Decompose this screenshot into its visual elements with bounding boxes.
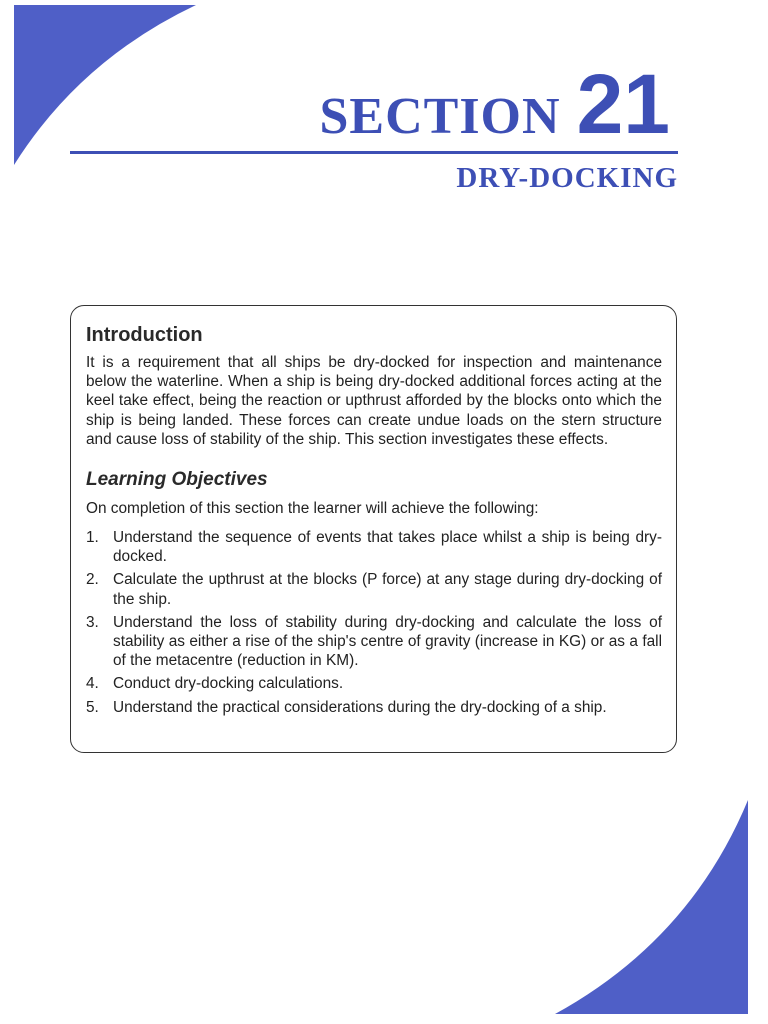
list-item-text: Understand the practical considerations during the dry-docking of a ship.: [113, 698, 607, 716]
section-number: 21: [576, 57, 670, 151]
section-subtitle: DRY-DOCKING: [456, 162, 678, 194]
list-item: [86, 528, 662, 566]
list-item-number: 5.: [86, 698, 99, 716]
bottom-right-corner-swoosh: [555, 800, 748, 1014]
list-item-text: Understand the sequence of events that takes place whilst a ship is being dry-docked.: [113, 529, 662, 566]
list-item-number: 2.: [86, 571, 99, 589]
objectives-heading: Learning Objectives: [86, 469, 268, 491]
objectives-list: [86, 528, 662, 717]
list-item-text: Calculate the upthrust at the blocks (P force) at any stage during dry-docking of the ship.: [113, 571, 662, 608]
list-item-number: 3.: [86, 613, 99, 631]
content-box: [70, 305, 677, 753]
list-item: [86, 613, 662, 671]
list-item-number: 1.: [86, 529, 99, 547]
top-left-corner-swoosh: [14, 5, 196, 165]
heading-divider: [70, 151, 678, 154]
section-heading: [319, 57, 670, 151]
introduction-text: It is a requirement that all ships be dry-docked for inspection and maintenance below the waterline. When a ship is being dry-docked additional forces acting at the keel take effect, being the reaction or upthrust afforded by the blocks onto which the ship is being landed. These forces can create undue loads on the stern structure and cause loss of stability of the ship. This section investigates these effects.: [86, 354, 662, 448]
introduction-heading: Introduction: [86, 324, 203, 346]
list-item: [86, 570, 662, 608]
objectives-lead: On completion of this section the learner will achieve the following:: [86, 500, 539, 518]
list-item: [86, 698, 662, 717]
list-item-text: Understand the loss of stability during dry-docking and calculate the loss of stability as either a rise of the ship's centre of gravity (increase in KG) or as a fall of the metacentre (reduction in KM).: [113, 613, 662, 670]
list-item-number: 4.: [86, 675, 99, 693]
list-item-text: Conduct dry-docking calculations.: [113, 675, 344, 693]
list-item: [86, 674, 662, 693]
section-word: SECTION: [319, 88, 561, 145]
